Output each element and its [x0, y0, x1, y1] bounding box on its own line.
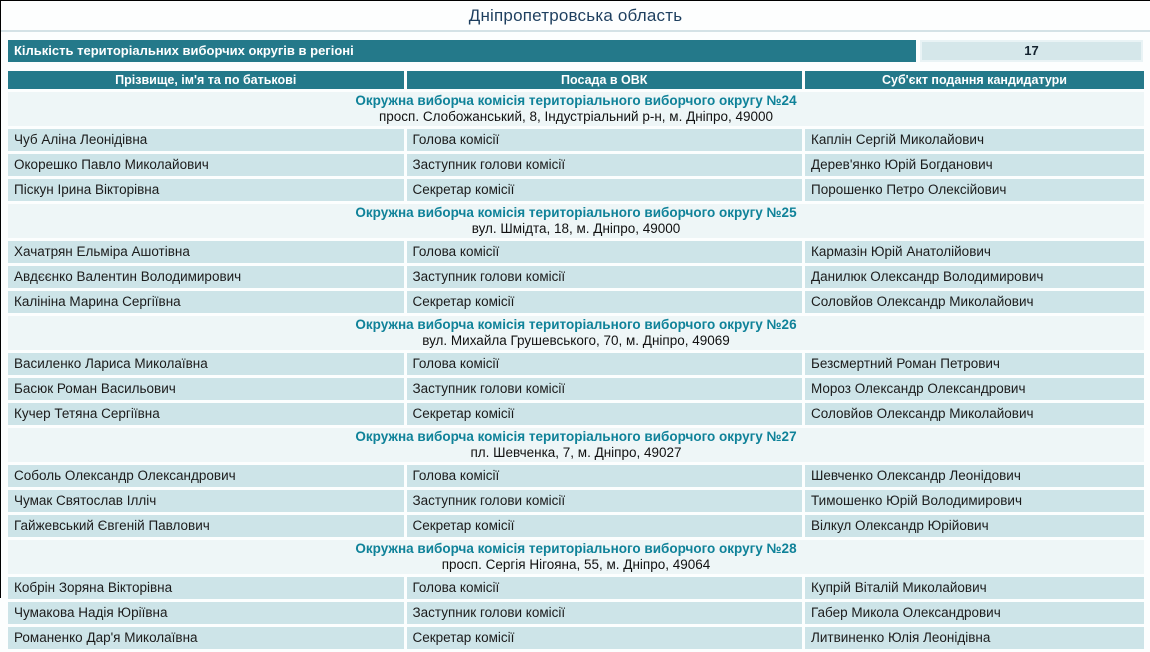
cell-person-name: Авдєєнко Валентин Володимирович: [8, 266, 404, 288]
column-header-name: Прізвище, ім'я та по батькові: [8, 71, 404, 89]
results-table: [5, 68, 1147, 652]
cell-position: Секретар комісії: [407, 627, 803, 649]
cell-person-name: Чумакова Надія Юріївна: [8, 602, 404, 624]
table-row: [8, 353, 1144, 375]
section-address: вул. Михайла Грушевського, 70, м. Дніпро, 49069: [422, 333, 730, 348]
cell-person-name: Кобрін Зоряна Вікторівна: [8, 577, 404, 599]
cell-position: Секретар комісії: [407, 515, 803, 537]
section-title: Окружна виборча комісія територіального виборчого округу №25: [355, 205, 797, 220]
cell-person-name: Басюк Роман Васильович: [8, 378, 404, 400]
table-row: [8, 241, 1144, 263]
section-address: вул. Шмідта, 18, м. Дніпро, 49000: [471, 221, 681, 236]
cell-nominator: Каплін Сергій Миколайович: [805, 129, 1144, 151]
section-address: просп. Сергія Нігояна, 55, м. Дніпро, 49064: [441, 557, 711, 572]
results-table-body: [8, 92, 1144, 649]
section-title: Окружна виборча комісія територіального виборчого округу №27: [355, 429, 797, 444]
section-header-cell: [8, 428, 1144, 462]
table-row: [8, 266, 1144, 288]
table-row: [8, 154, 1144, 176]
table-row: [8, 403, 1144, 425]
cell-nominator: Тимошенко Юрій Володимирович: [805, 490, 1144, 512]
cell-nominator: Дерев'янко Юрій Богданович: [805, 154, 1144, 176]
cell-position: Секретар комісії: [407, 179, 803, 201]
cell-nominator: Вілкул Олександр Юрійович: [805, 515, 1144, 537]
cell-nominator: Литвиненко Юлія Леонідівна: [805, 627, 1144, 649]
cell-nominator: Габер Микола Олександрович: [805, 602, 1144, 624]
cell-person-name: Василенко Лариса Миколаївна: [8, 353, 404, 375]
cell-nominator: Порошенко Петро Олексійович: [805, 179, 1144, 201]
cell-position: Заступник голови комісії: [407, 378, 803, 400]
cell-nominator: Безсмертний Роман Петрович: [805, 353, 1144, 375]
cell-position: Заступник голови комісії: [407, 154, 803, 176]
table-row: [8, 627, 1144, 649]
table-row: [8, 490, 1144, 512]
cell-position: Секретар комісії: [407, 291, 803, 313]
section-header-row: [8, 204, 1144, 238]
table-row: [8, 179, 1144, 201]
cell-position: Голова комісії: [407, 241, 803, 263]
cell-position: Заступник голови комісії: [407, 490, 803, 512]
column-header-position: Посада в ОВК: [407, 71, 803, 89]
section-address: пл. Шевченка, 7, м. Дніпро, 49027: [470, 445, 682, 460]
section-header-row: [8, 428, 1144, 462]
section-title: Окружна виборча комісія територіального виборчого округу №28: [355, 541, 797, 556]
cell-person-name: Калініна Марина Сергіївна: [8, 291, 404, 313]
page-title: Дніпропетровська область: [468, 6, 683, 25]
cell-position: Заступник голови комісії: [407, 266, 803, 288]
table-row: [8, 465, 1144, 487]
cell-nominator: Кармазін Юрій Анатолійович: [805, 241, 1144, 263]
cell-nominator: Мороз Олександр Олександрович: [805, 378, 1144, 400]
cell-position: Голова комісії: [407, 465, 803, 487]
cell-person-name: Хачатрян Ельміра Ашотівна: [8, 241, 404, 263]
page-title-bar: [1, 1, 1150, 32]
cell-position: Заступник голови комісії: [407, 602, 803, 624]
summary-label: Кількість територіальних виборчих округів в регіоні: [8, 40, 916, 62]
cell-nominator: Соловйов Олександр Миколайович: [805, 403, 1144, 425]
section-header-row: [8, 540, 1144, 574]
section-header-row: [8, 316, 1144, 350]
cell-person-name: Окорешко Павло Миколайович: [8, 154, 404, 176]
cell-person-name: Гайжевський Євгеній Павлович: [8, 515, 404, 537]
cell-person-name: Чумак Святослав Ілліч: [8, 490, 404, 512]
column-header-row: [8, 71, 1144, 89]
cell-person-name: Соболь Олександр Олександрович: [8, 465, 404, 487]
table-row: [8, 378, 1144, 400]
cell-nominator: Соловйов Олександр Миколайович: [805, 291, 1144, 313]
cell-person-name: Піскун Ірина Вікторівна: [8, 179, 404, 201]
table-row: [8, 577, 1144, 599]
summary-value: 17: [920, 40, 1143, 62]
cell-position: Голова комісії: [407, 577, 803, 599]
cell-person-name: Кучер Тетяна Сергіївна: [8, 403, 404, 425]
cell-position: Голова комісії: [407, 353, 803, 375]
cell-position: Секретар комісії: [407, 403, 803, 425]
table-row: [8, 602, 1144, 624]
section-header-cell: [8, 316, 1144, 350]
cell-nominator: Данилюк Олександр Володимирович: [805, 266, 1144, 288]
cell-nominator: Шевченко Олександр Леонідович: [805, 465, 1144, 487]
cell-person-name: Чуб Аліна Леонідівна: [8, 129, 404, 151]
section-header-row: [8, 92, 1144, 126]
section-title: Окружна виборча комісія територіального виборчого округу №24: [355, 93, 797, 108]
section-header-cell: [8, 204, 1144, 238]
column-header-nominator: Суб'єкт подання кандидатури: [805, 71, 1144, 89]
section-title: Окружна виборча комісія територіального виборчого округу №26: [355, 317, 797, 332]
table-row: [8, 291, 1144, 313]
section-address: просп. Слобожанський, 8, Індустріальний р-н, м. Дніпро, 49000: [378, 109, 774, 124]
table-row: [8, 515, 1144, 537]
table-row: [8, 129, 1144, 151]
summary-bar: [8, 40, 1143, 62]
section-header-cell: [8, 540, 1144, 574]
cell-nominator: Купрій Віталій Миколайович: [805, 577, 1144, 599]
cell-position: Голова комісії: [407, 129, 803, 151]
section-header-cell: [8, 92, 1144, 126]
cell-person-name: Романенко Дар'я Миколаївна: [8, 627, 404, 649]
